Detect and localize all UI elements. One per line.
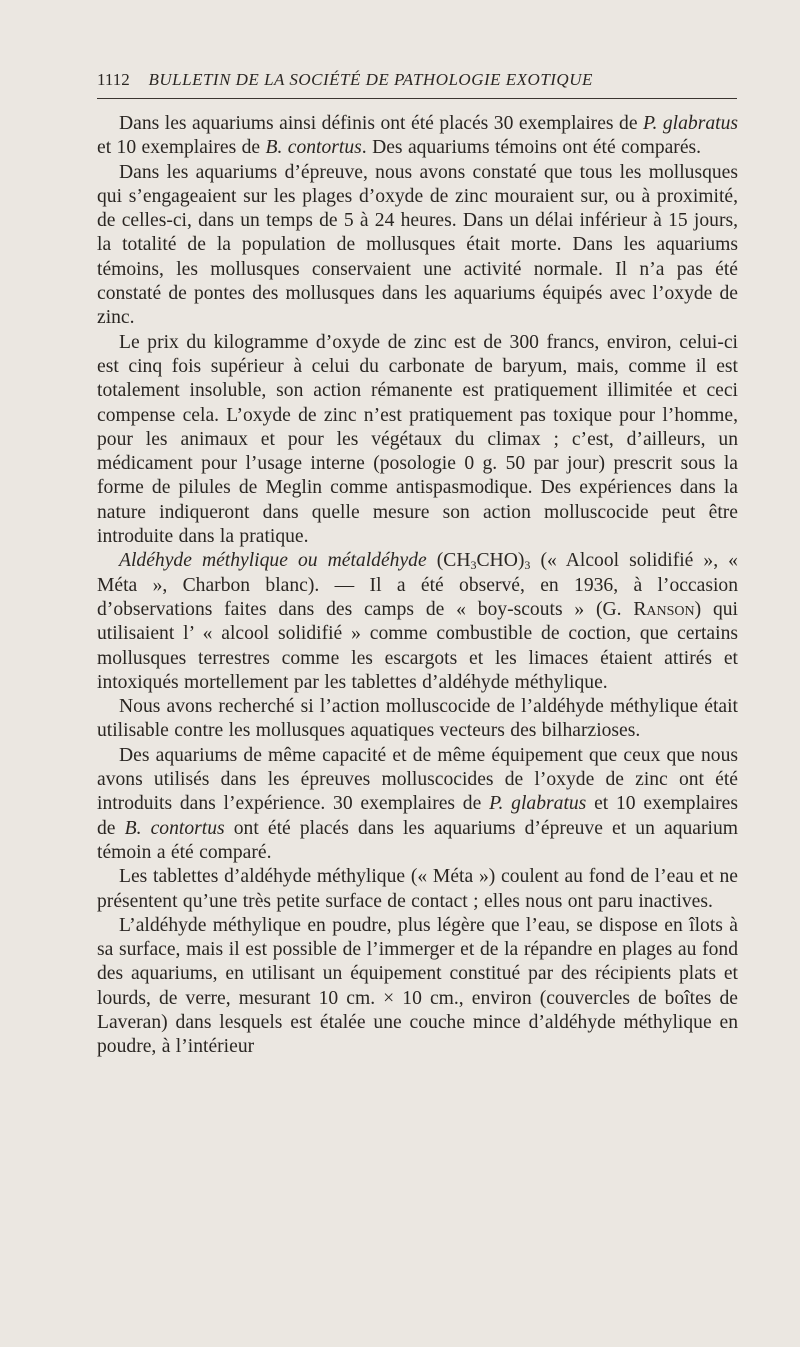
- journal-title: BULLETIN DE LA SOCIÉTÉ DE PATHOLOGIE EXOTIQUE: [148, 70, 593, 89]
- body-text: [97, 112, 738, 1060]
- paragraph-8: L’aldéhyde méthylique en poudre, plus légère que l’eau, se dispose en îlots à sa surface, mais il est possible de l’immerger et de la répandre en plages au fond des aquariums, en utilisant un équipement constitué par des récipients plats et lourds, de verre, mesurant 10 cm. × 10 cm., environ (couvercles de boîtes de Laveran) dans lesquels est étalée une couche mince d’aldéhyde méthylique en poudre, à l’intérieur: [97, 914, 738, 1058]
- paragraph-1: Dans les aquariums ainsi définis ont été placés 30 exemplaires de P. glabratus et 10 exemplaires de B. contortus. Des aquariums témoins ont été comparés.: [97, 113, 738, 159]
- species-name: B. contortus: [265, 137, 362, 159]
- paragraph-7: Les tablettes d’aldéhyde méthylique (« Méta ») coulent au fond de l’eau et ne présentent qu’une très petite surface de contact ; elles nous ont paru inactives.: [97, 866, 738, 912]
- header-rule: [97, 98, 737, 99]
- section-title: Aldéhyde méthylique ou métaldéhyde: [119, 550, 427, 572]
- paragraph-5: Nous avons recherché si l’action molluscocide de l’aldéhyde méthylique était utilisable contre les mollusques aquatiques vecteurs des bilharzioses.: [97, 696, 738, 742]
- page-number: 1112: [97, 70, 130, 89]
- species-name: B. contortus: [124, 817, 225, 839]
- chemical-formula: $(CH_3CHO)_3$: [426, 550, 531, 573]
- author-name: Ranson: [633, 598, 695, 620]
- paragraph-4: Aldéhyde méthylique ou métaldéhyde $(CH_3CHO)_3$ (« Alcool solidifié », « Méta », Charbon blanc). — Il a été observé, en 1936, à l’occasion d’observations faites dans des camps de « boy-scouts » (G. Ranson) qui utilisaient l’ « alcool solidifié » comme combustible de coction, que certains mollusques terrestres comme les escargots et les limaces étaient attirés et intoxiqués mortellement par les tablettes d’aldéhyde méthylique.: [97, 550, 738, 693]
- paragraph-6: Des aquariums de même capacité et de même équipement que ceux que nous avons utilisés dans les épreuves molluscocides de l’oxyde de zinc ont été introduits dans l’expérience. 30 exemplaires de P. glabratus et 10 exemplaires de B. contortus ont été placés dans les aquariums d’épreuve et un aquarium témoin a été comparé.: [97, 744, 738, 863]
- paragraph-3: Le prix du kilogramme d’oxyde de zinc est de 300 francs, environ, celui-ci est cinq fois supérieur à celui du carbonate de baryum, mais, comme il est totalement insoluble, son action rémanente est pratiquement illimitée et ceci compense cela. L’oxyde de zinc n’est pratiquement pas toxique pour l’homme, pour les animaux et pour les végétaux du climax ; c’est, d’ailleurs, un médicament pour l’usage interne (posologie 0 g. 50 par jour) prescrit sous la forme de pilules de Meglin comme antispasmodique. Des expériences dans la nature indiqueront dans quelle mesure son action molluscocide peut être introduite dans la pratique.: [97, 331, 738, 548]
- species-name: P. glabratus: [489, 793, 587, 815]
- running-header: [97, 70, 737, 90]
- species-name: P. glabratus: [643, 113, 738, 134]
- paragraph-2: Dans les aquariums d’épreuve, nous avons constaté que tous les mollusques qui s’engageaient sur les plages d’oxyde de zinc mouraient sur, ou à proximité, de celles-ci, dans un temps de 5 à 24 heures. Dans un délai inférieur à 15 jours, la totalité de la population de mollusques était morte. Dans les aquariums témoins, les mollusques conservaient une activité normale. Il n’a pas été constaté de pontes des mollusques dans les aquariums équipés avec l’oxyde de zinc.: [97, 161, 738, 329]
